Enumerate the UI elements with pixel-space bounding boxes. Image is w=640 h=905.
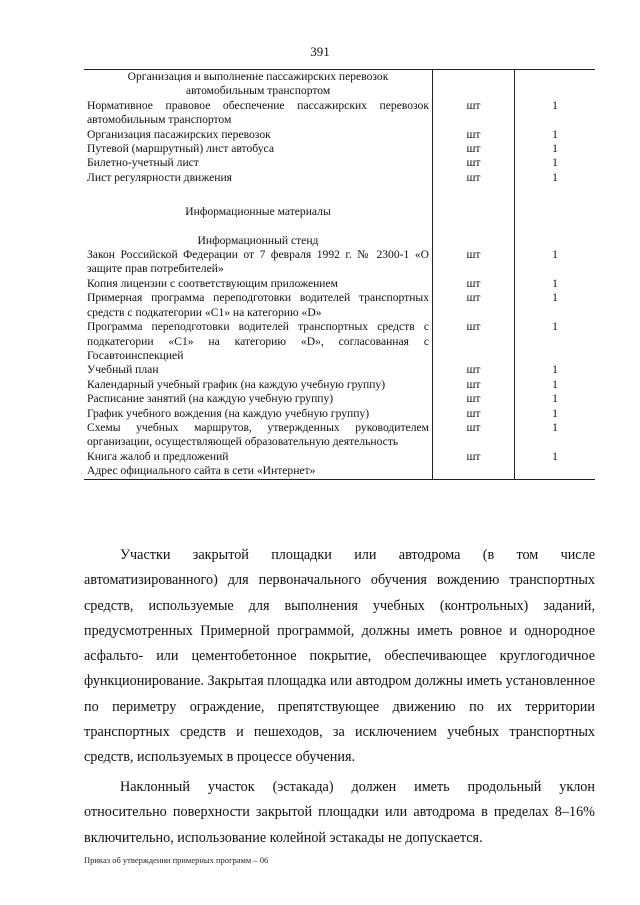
cell-unit: шт (433, 128, 515, 142)
cell-quantity: 1 (552, 392, 558, 406)
cell-name: Билетно-учетный лист (84, 156, 433, 170)
cell-name: Закон Российской Федерации от 7 февраля 1992 г. № 2300-1 «О защите прав потребителей» (84, 248, 433, 277)
cell-name: Лист регулярности движения (84, 171, 433, 185)
table-row (84, 421, 595, 450)
table-row (84, 142, 595, 156)
cell-unit (433, 185, 515, 219)
table-body (84, 70, 595, 480)
equipment-table (84, 69, 595, 480)
cell-quantity: 1 (552, 276, 558, 290)
cell-unit (433, 464, 515, 479)
table-row (84, 248, 595, 277)
cell-unit: шт (433, 421, 515, 450)
cell-unit: шт (433, 99, 515, 128)
table-section-row (84, 185, 595, 219)
cell-unit: шт (433, 450, 515, 464)
page-number: 391 (310, 44, 330, 59)
cell-name: Информационный стенд (84, 220, 433, 248)
cell-unit: шт (433, 392, 515, 406)
cell-name: Организация пасажирских перевозок (84, 128, 433, 142)
cell-name: Примерная программа переподготовки водителей транспортных средств с подкатегории «C1» на категорию «D» (84, 291, 433, 320)
cell-quantity (515, 464, 596, 479)
table-row (84, 363, 595, 377)
cell-quantity: 1 (552, 127, 558, 141)
cell-name: График учебного вождения (на каждую учебную группу) (84, 407, 433, 421)
table-row (84, 291, 595, 320)
cell-name: Копия лицензии с соответствующим приложением (84, 277, 433, 291)
cell-quantity: 1 (552, 449, 558, 463)
cell-quantity: 1 (552, 170, 558, 184)
cell-quantity (515, 185, 596, 219)
cell-name: Книга жалоб и предложений (84, 450, 433, 464)
cell-name: Программа переподготовки водителей транспортных средств с подкатегории «C1» на категорию «D», согласованная с Госавтоинспекцией (84, 320, 433, 363)
cell-name: Расписание занятий (на каждую учебную группу) (84, 392, 433, 406)
paragraph-ramp-requirements: Наклонный участок (эстакада) должен иметь продольный уклон относительно поверхности закрытой площадки или автодрома в пределах 8–16% включительно, использование колейной эстакады не допускается. (84, 779, 595, 846)
table-row (84, 392, 595, 406)
table-row (84, 99, 595, 128)
cell-quantity: 1 (552, 98, 558, 112)
table-row (84, 128, 595, 142)
cell-name: Учебный план (84, 363, 433, 377)
cell-quantity: 1 (552, 377, 558, 391)
cell-unit (433, 70, 515, 99)
cell-name: Организация и выполнение пассажирских перевозок автомобильным транспортом (84, 70, 433, 99)
table-section-row (84, 70, 595, 99)
cell-unit: шт (433, 171, 515, 185)
cell-quantity: 1 (552, 363, 558, 377)
table-row (84, 464, 595, 479)
cell-name: Информационные материалы (84, 185, 433, 219)
cell-name: Схемы учебных маршрутов, утвержденных руководителем организации, осуществляющей образовательную деятельность (84, 421, 433, 450)
table-row (84, 378, 595, 392)
table-row (84, 156, 595, 170)
cell-unit: шт (433, 407, 515, 421)
cell-quantity: 1 (552, 320, 558, 334)
cell-name: Календарный учебный график (на каждую учебную группу) (84, 378, 433, 392)
cell-unit: шт (433, 248, 515, 277)
table-row (84, 320, 595, 363)
cell-unit: шт (433, 320, 515, 363)
cell-quantity: 1 (552, 406, 558, 420)
cell-name: Нормативное правовое обеспечение пассажирских перевозок автомобильным транспортом (84, 99, 433, 128)
cell-quantity (515, 70, 596, 99)
cell-unit: шт (433, 142, 515, 156)
table-section-row (84, 220, 595, 248)
cell-quantity: 1 (552, 156, 558, 170)
cell-name: Путевой (маршрутный) лист автобуса (84, 142, 433, 156)
table-row (84, 407, 595, 421)
cell-quantity: 1 (552, 291, 558, 305)
table-row (84, 171, 595, 185)
cell-quantity: 1 (552, 420, 558, 434)
cell-unit: шт (433, 378, 515, 392)
cell-quantity: 1 (552, 142, 558, 156)
footer-note: Приказ об утверждении примерных программ – 06 (84, 855, 269, 865)
cell-unit: шт (433, 291, 515, 320)
cell-name: Адрес официального сайта в сети «Интернет» (84, 464, 433, 479)
table-row (84, 450, 595, 464)
cell-unit (433, 220, 515, 248)
cell-unit: шт (433, 363, 515, 377)
cell-quantity (515, 220, 596, 248)
table-row (84, 277, 595, 291)
cell-unit: шт (433, 277, 515, 291)
paragraph-site-requirements: Участки закрытой площадки или автодрома (в том числе автоматизированного) для первоначального обучения вождению транспортных средств, используемые для выполнения учебных (контрольных) заданий, предусмотренных Примерной программой, должны иметь ровное и однородное асфальто- или цементобетонное покрытие, обеспечивающее круглогодичное функционирование. Закрытая площадка или автодром должны иметь установленное по периметру ограждение, препятствующее движению по их территории транспортных средств и пешеходов, за исключением учебных транспортных средств, используемых в процессе обучения. (84, 547, 595, 766)
cell-quantity: 1 (552, 248, 558, 262)
cell-unit: шт (433, 156, 515, 170)
